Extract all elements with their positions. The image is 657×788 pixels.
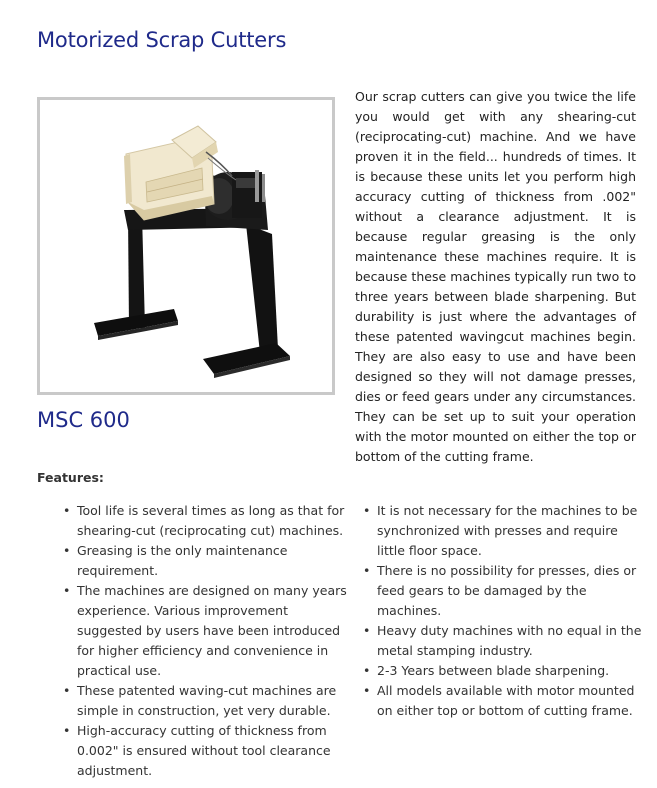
list-item: • It is not necessary for the machines to be synchronized with presses and require little floor space. — [361, 501, 646, 561]
list-item: • Greasing is the only maintenance requirement. — [61, 541, 351, 581]
list-item: • All models available with motor mounted on either top or bottom of cutting frame. — [361, 681, 646, 721]
list-item: • High-accuracy cutting of thickness from 0.002" is ensured without tool clearance adjustment. — [61, 721, 351, 781]
list-item: • The machines are designed on many years experience. Various improvement suggested by users have been introduced for higher efficiency and convenience in practical use. — [61, 581, 351, 681]
list-item: • There is no possibility for presses, dies or feed gears to be damaged by the machines. — [361, 561, 646, 621]
list-item: • These patented waving-cut machines are simple in construction, yet very durable. — [61, 681, 351, 721]
product-photo-frame — [37, 97, 335, 395]
list-item: • Tool life is several times as long as that for shearing-cut (reciprocating cut) machines. — [61, 501, 351, 541]
page-title: Motorized Scrap Cutters — [37, 28, 287, 52]
features-heading: Features: — [37, 470, 104, 485]
scrap-cutter-machine-image — [46, 106, 326, 386]
list-item: • 2-3 Years between blade sharpening. — [361, 661, 646, 681]
product-description: Our scrap cutters can give you twice the life you would get with any shearing-cut (reciprocating-cut) machine. And we have proven it in the field... hundreds of times. It is because these units let you perform high accuracy cutting of thickness from .002" without a clearance adjustment. It is because regular greasing is the only maintenance these machines require. It is because these machines typically run two to three years between blade sharpening. But durability is just where the advantages of these patented wavingcut machines begin. They are also easy to use and have been designed so they will not damage presses, dies or feed gears under any circumstances. They can be set up to suit your operation with the motor mounted on either the top or bottom of the cutting frame. — [355, 89, 636, 464]
features-list-right — [361, 501, 646, 721]
model-name: MSC 600 — [37, 408, 130, 432]
features-list-left — [61, 501, 351, 781]
list-item: • Heavy duty machines with no equal in the metal stamping industry. — [361, 621, 646, 661]
